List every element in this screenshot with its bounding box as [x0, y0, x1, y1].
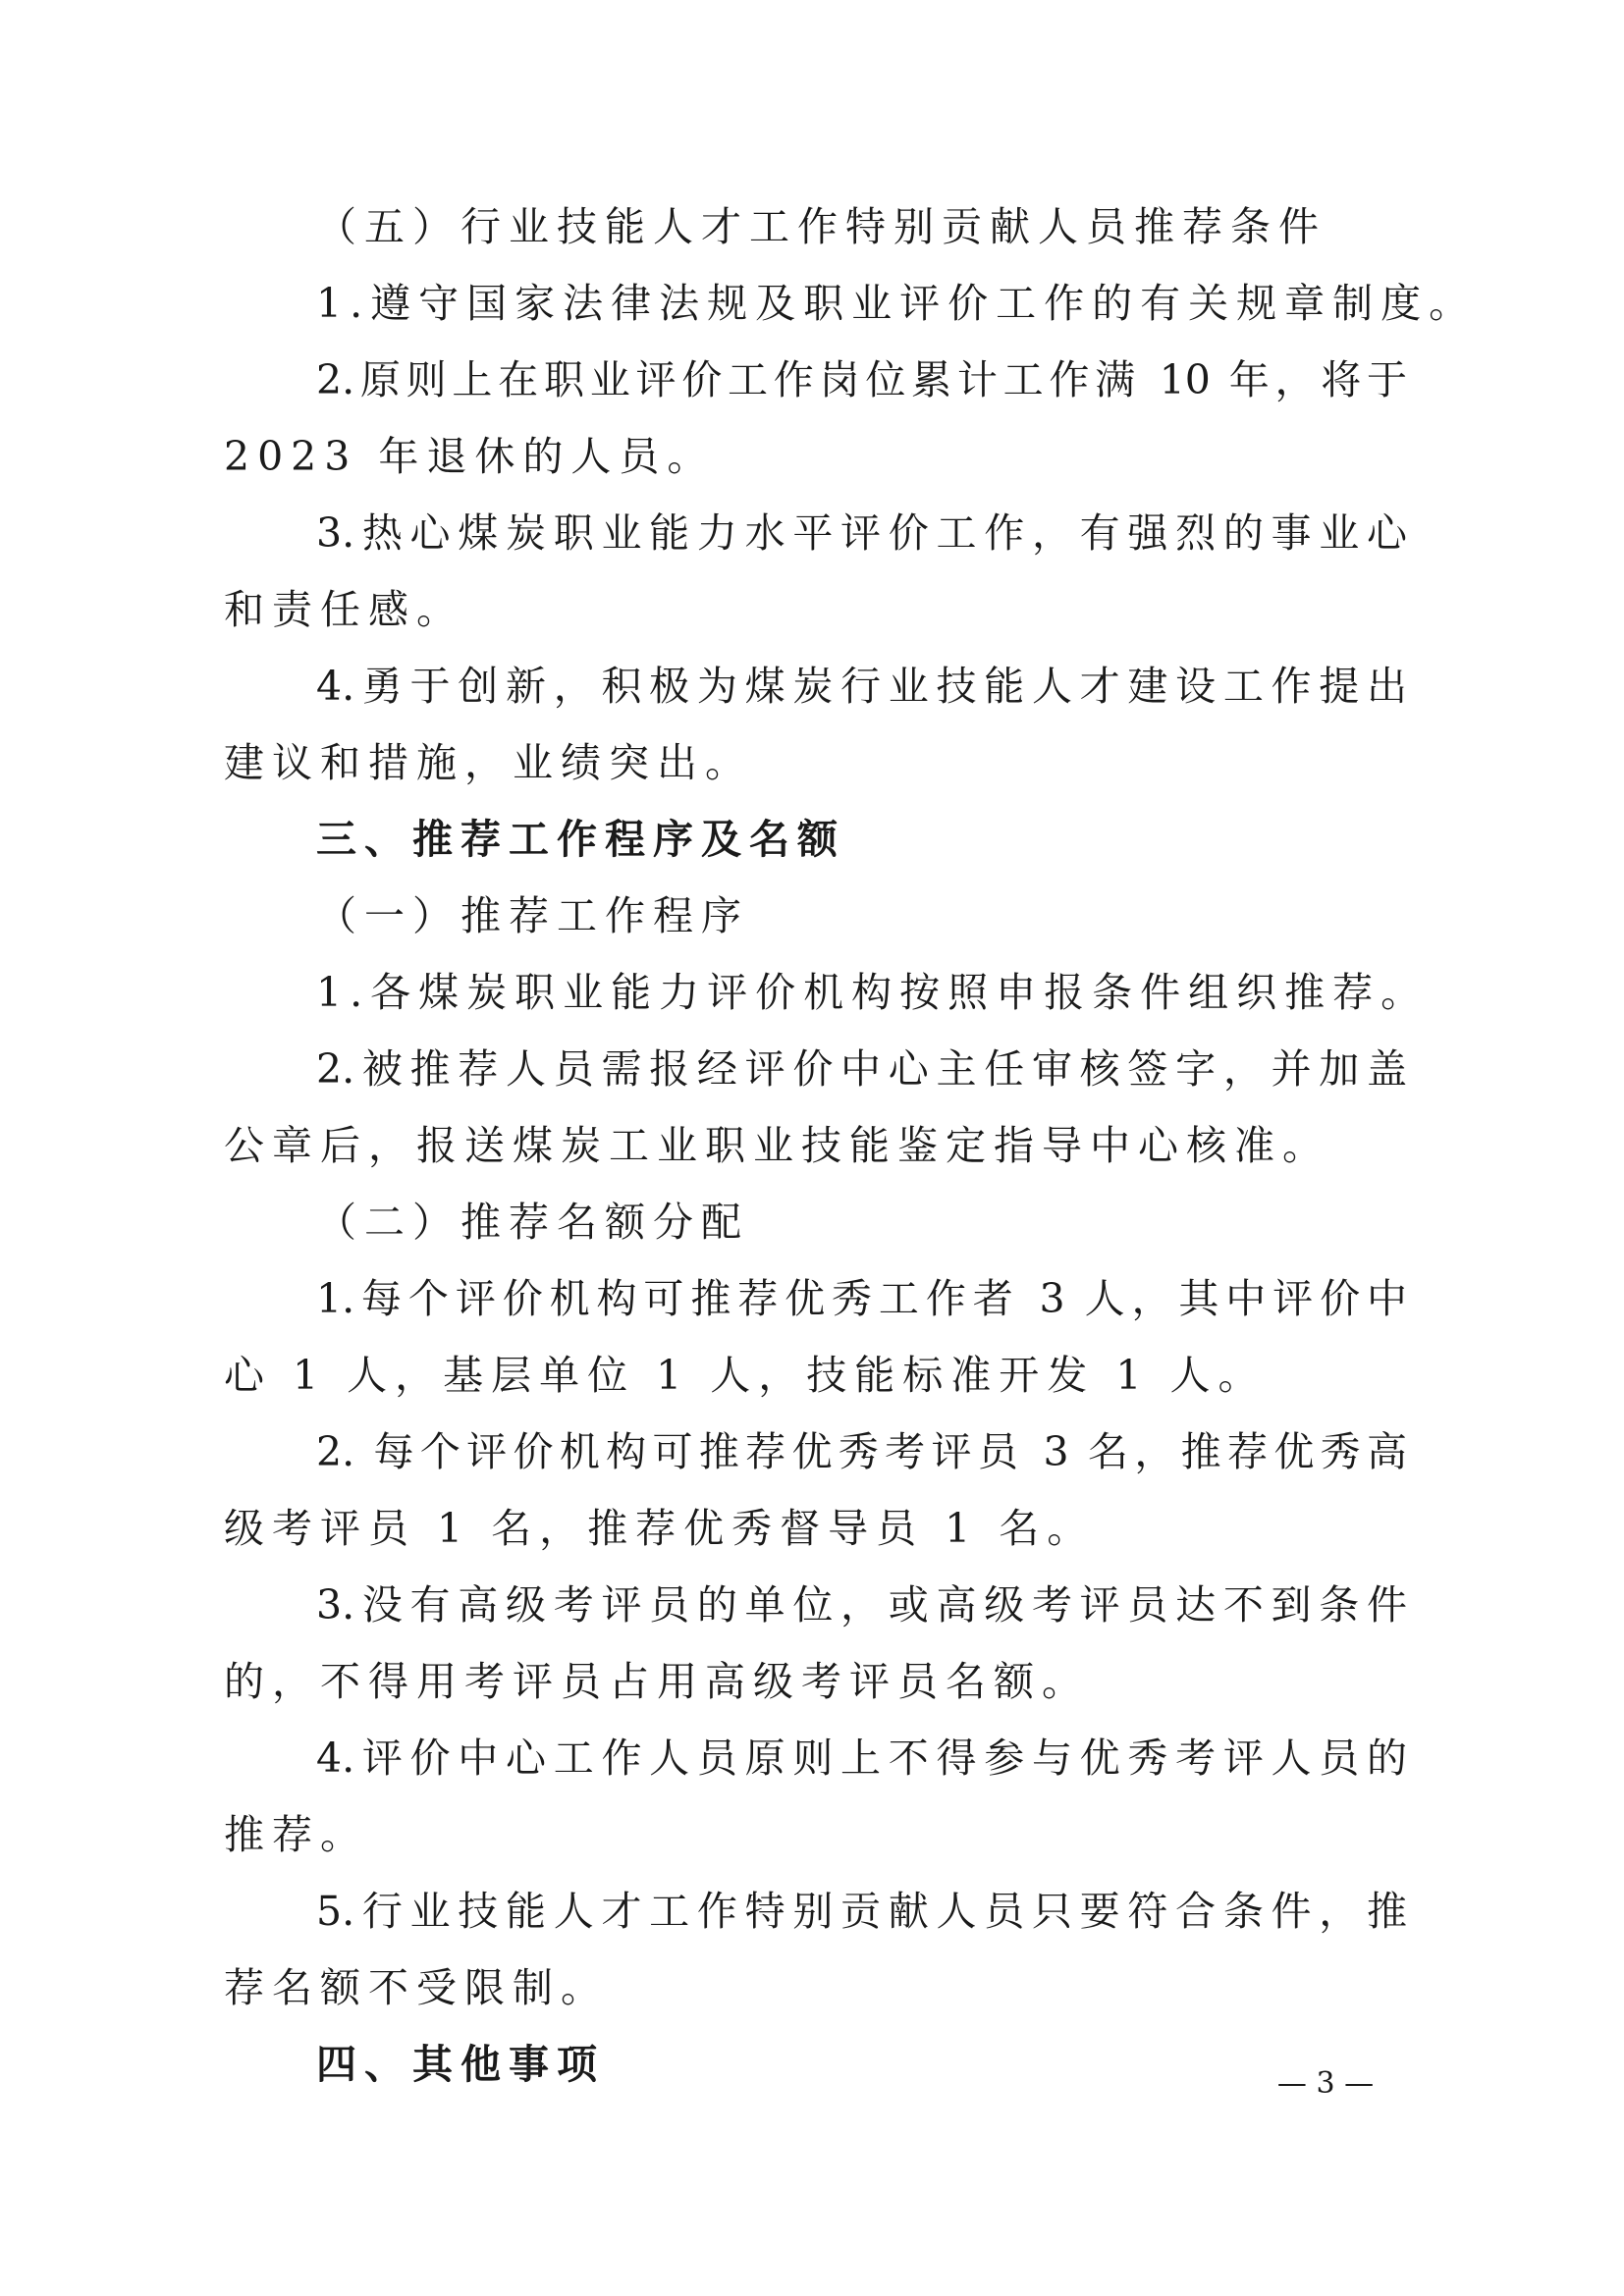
paragraph-line: 推荐。	[224, 1811, 368, 1858]
paragraph-line: 4.勇于创新，积极为煤炭行业技能人才建设工作提出	[316, 663, 1407, 710]
paragraph-line: 1.各煤炭职业能力评价机构按照申报条件组织推荐。	[316, 969, 1430, 1016]
paragraph-line: 心 1 人，基层单位 1 人，技能标准开发 1 人。	[224, 1352, 1267, 1399]
paragraph-line: 3.没有高级考评员的单位，或高级考评员达不到条件	[316, 1581, 1407, 1629]
paragraph-line: 4.评价中心工作人员原则上不得参与优秀考评人员的	[316, 1735, 1407, 1782]
paragraph-line: 2.原则上在职业评价工作岗位累计工作满 10 年，将于	[316, 356, 1407, 403]
subsection-heading-5: （五）行业技能人才工作特别贡献人员推荐条件	[316, 203, 1326, 250]
subsection-heading-2: （二）推荐名额分配	[316, 1199, 749, 1246]
paragraph-line: 3.热心煤炭职业能力水平评价工作，有强烈的事业心	[316, 509, 1407, 557]
paragraph-line: 级考评员 1 名，推荐优秀督导员 1 名。	[224, 1505, 1096, 1552]
section-heading-4: 四、其他事项	[316, 2041, 605, 2088]
paragraph-line: 荐名额不受限制。	[224, 1964, 609, 2011]
paragraph-line: 1.遵守国家法律法规及职业评价工作的有关规章制度。	[316, 280, 1478, 327]
paragraph-line: 建议和措施，业绩突出。	[224, 739, 753, 786]
paragraph-line: 5.行业技能人才工作特别贡献人员只要符合条件，推	[316, 1888, 1407, 1935]
paragraph-line: 2. 每个评价机构可推荐优秀考评员 3 名，推荐优秀高	[316, 1428, 1407, 1475]
paragraph-line: 的，不得用考评员占用高级考评员名额。	[224, 1658, 1090, 1705]
paragraph-line: 和责任感。	[224, 586, 464, 633]
paragraph-line: 2.被推荐人员需报经评价中心主任审核签字，并加盖	[316, 1045, 1407, 1093]
section-heading-3: 三、推荐工作程序及名额	[316, 816, 845, 863]
subsection-heading-1: （一）推荐工作程序	[316, 892, 749, 939]
paragraph-line: 2023 年退休的人员。	[224, 433, 716, 480]
page-number: — 3 —	[1276, 2066, 1375, 2101]
paragraph-line: 公章后，报送煤炭工业职业技能鉴定指导中心核准。	[224, 1122, 1330, 1169]
paragraph-line: 1.每个评价机构可推荐优秀工作者 3 人，其中评价中	[316, 1275, 1407, 1322]
